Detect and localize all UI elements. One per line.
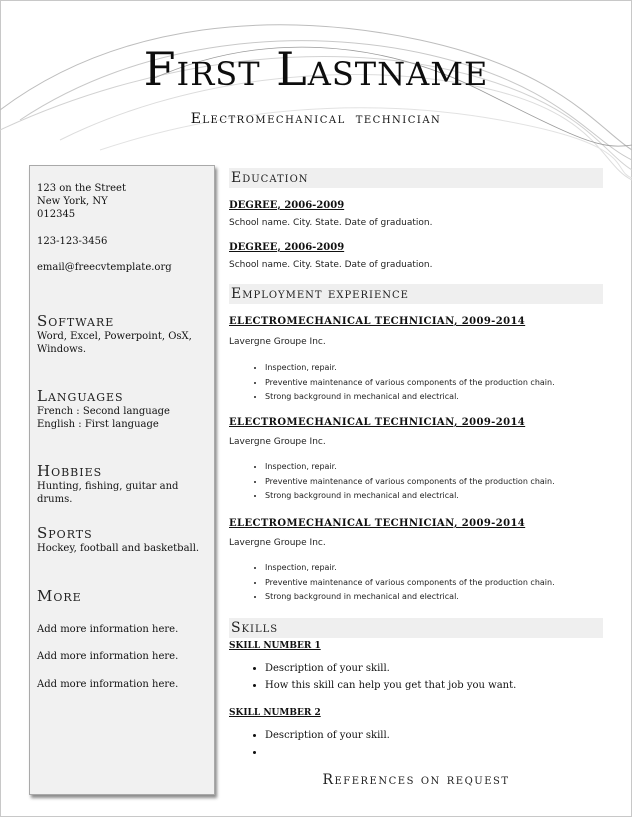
- software-heading: Software: [37, 312, 115, 330]
- list-item: • Inspection, repair.: [265, 361, 555, 376]
- company-name: Lavergne Groupe Inc.: [229, 538, 326, 548]
- list-item: • Preventive maintenance of various components of the production chain.: [265, 576, 555, 591]
- skill-name: SKILL NUMBER 2: [229, 708, 321, 718]
- list-item: • Preventive maintenance of various components of the production chain.: [265, 376, 555, 391]
- more-item: Add more information here.: [37, 651, 179, 662]
- degree-title: DEGREE, 2006-2009: [229, 200, 345, 211]
- education-heading: Education: [229, 168, 603, 188]
- address-line-1: 123 on the Street: [37, 183, 126, 194]
- skill-name: SKILL NUMBER 1: [229, 641, 321, 651]
- degree-detail: School name. City. State. Date of graduation.: [229, 218, 433, 228]
- list-item: • Description of your skill.: [265, 727, 390, 744]
- degree-detail: School name. City. State. Date of graduation.: [229, 260, 433, 270]
- job-title-entry: ELECTROMECHANICAL TECHNICIAN, 2009-2014: [229, 316, 526, 327]
- company-name: Lavergne Groupe Inc.: [229, 337, 326, 347]
- job-title-entry: ELECTROMECHANICAL TECHNICIAN, 2009-2014: [229, 518, 526, 529]
- sports-heading: Sports: [37, 524, 93, 542]
- list-item: • Strong background in mechanical and electrical.: [265, 590, 555, 605]
- job-title-entry: ELECTROMECHANICAL TECHNICIAN, 2009-2014: [229, 417, 526, 428]
- job-title: Electromechanical technician: [190, 111, 442, 127]
- contact-sidebar: [29, 165, 215, 795]
- list-item: • How this skill can help you get that job you want.: [265, 677, 516, 694]
- hobbies-heading: Hobbies: [37, 462, 103, 480]
- employment-heading: Employment experience: [229, 284, 603, 304]
- more-item: Add more information here.: [37, 679, 179, 690]
- list-item: • Strong background in mechanical and electrical.: [265, 390, 555, 405]
- list-item: • Inspection, repair.: [265, 561, 555, 576]
- more-item: Add more information here.: [37, 624, 179, 635]
- phone-number: 123-123-3456: [37, 236, 108, 247]
- company-name: Lavergne Groupe Inc.: [229, 437, 326, 447]
- list-item: • Preventive maintenance of various components of the production chain.: [265, 475, 555, 490]
- language-1: French : Second language: [37, 406, 170, 417]
- skill-bullets: [247, 660, 516, 694]
- list-item: • Strong background in mechanical and electrical.: [265, 489, 555, 504]
- job-bullets: [247, 561, 555, 605]
- email-address: email@freecvtemplate.org: [37, 262, 172, 273]
- job-bullets: [247, 361, 555, 405]
- languages-heading: Languages: [37, 387, 124, 405]
- address-line-2: New York, NY: [37, 196, 108, 207]
- skill-bullets: [247, 727, 390, 761]
- degree-title: DEGREE, 2006-2009: [229, 242, 345, 253]
- address-line-3: 012345: [37, 209, 76, 220]
- list-item: [265, 744, 390, 761]
- list-item: • Description of your skill.: [265, 660, 516, 677]
- job-bullets: [247, 460, 555, 504]
- sports-text: Hockey, football and basketball.: [37, 543, 200, 554]
- more-heading: More: [37, 587, 82, 605]
- hobbies-text: Hunting, fishing, guitar and drums.: [37, 481, 179, 505]
- references-note: References on request: [322, 772, 510, 788]
- candidate-name: First Lastname: [143, 42, 489, 96]
- skills-heading: Skills: [229, 618, 603, 638]
- software-text: Word, Excel, Powerpoint, OsX, Windows.: [37, 331, 192, 355]
- language-2: English : First language: [37, 419, 159, 430]
- list-item: • Inspection, repair.: [265, 460, 555, 475]
